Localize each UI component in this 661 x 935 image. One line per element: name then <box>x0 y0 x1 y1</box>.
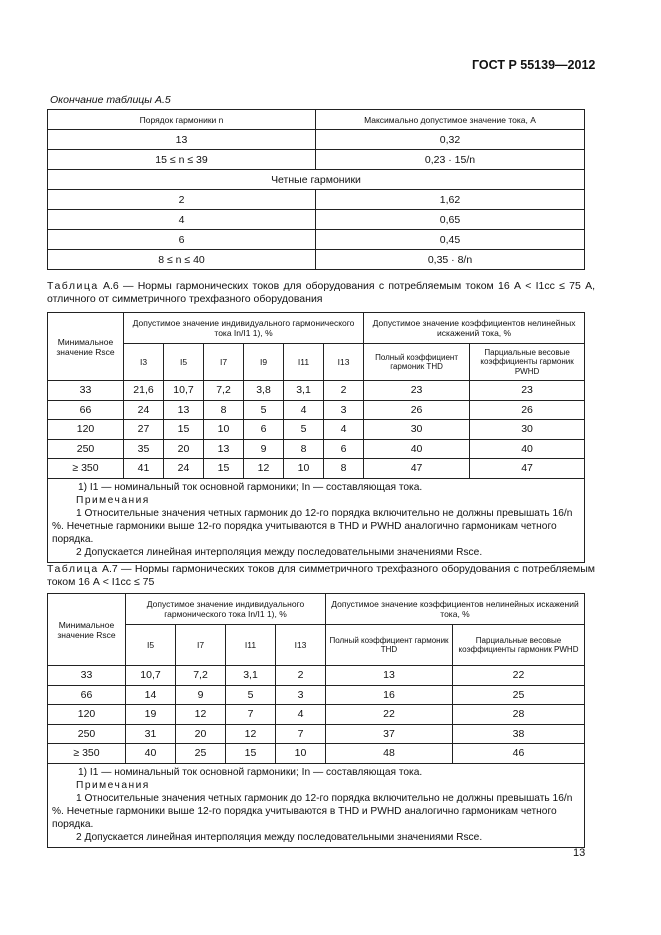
even-harmonics-title: Четные гармоники <box>48 170 585 190</box>
table-cell: 13 <box>326 666 453 686</box>
table-cell: 7 <box>276 724 326 744</box>
table-cell: 48 <box>326 744 453 764</box>
table-row <box>48 666 585 686</box>
cell-order: 8 ≤ n ≤ 40 <box>48 250 316 270</box>
col-pwhd: Парциальные весовые коэффициенты гармоник PWHD <box>453 625 585 666</box>
table-cell: 3 <box>324 400 364 420</box>
table-cell: 19 <box>126 705 176 725</box>
table-cell: 2 <box>276 666 326 686</box>
col-max-current: Максимально допустимое значение тока, А <box>316 110 585 130</box>
col-min-rsce: Минимальное значение Rsce <box>48 313 124 381</box>
col-harmonic-order: Порядок гармоники n <box>48 110 316 130</box>
table-cell: 22 <box>326 705 453 725</box>
table-a5 <box>47 109 585 270</box>
table-row <box>48 400 585 420</box>
col-harmonic: I9 <box>244 344 284 381</box>
table-row <box>48 420 585 440</box>
table-cell: 5 <box>244 400 284 420</box>
cell-order: 2 <box>48 190 316 210</box>
cell-min-rsce: 250 <box>48 724 126 744</box>
table-cell: 46 <box>453 744 585 764</box>
table-cell: 13 <box>204 439 244 459</box>
table-row <box>48 685 585 705</box>
table-a7-header-1 <box>48 594 585 625</box>
table-cell: 40 <box>126 744 176 764</box>
cell-min-rsce: 120 <box>48 420 124 440</box>
table-row <box>48 439 585 459</box>
table-a7-caption <box>47 563 595 588</box>
table-row <box>48 130 585 150</box>
table-a5-header <box>48 110 585 130</box>
table-cell: 35 <box>124 439 164 459</box>
footnote: 1) I1 — номинальный ток основной гармоники; In — составляющая тока. <box>78 766 423 778</box>
table-cell: 9 <box>244 439 284 459</box>
table-cell: 9 <box>176 685 226 705</box>
cell-value: 0,23 · 15/n <box>316 150 585 170</box>
table-cell: 47 <box>364 459 470 479</box>
table-a7-notes <box>48 763 585 847</box>
table-cell: 28 <box>453 705 585 725</box>
table-row <box>48 744 585 764</box>
col-harmonic: I7 <box>204 344 244 381</box>
table-cell: 26 <box>470 400 585 420</box>
table-cell: 37 <box>326 724 453 744</box>
table-cell: 23 <box>470 381 585 401</box>
table-cell: 40 <box>470 439 585 459</box>
table-cell: 27 <box>124 420 164 440</box>
col-harmonic: I5 <box>164 344 204 381</box>
table-cell: 4 <box>276 705 326 725</box>
table-a6-body <box>48 381 585 479</box>
table-a7-caption-text: А.7 — Нормы гармонических токов для симметричного трехфазного оборудования с потребляемым током 16 А < I1cc ≤ 75 <box>47 563 595 588</box>
cell-min-rsce: 33 <box>48 381 124 401</box>
col-thd: Полный коэффициент гармоник THD <box>364 344 470 381</box>
cell-order: 13 <box>48 130 316 150</box>
table-cell: 7,2 <box>176 666 226 686</box>
cell-min-rsce: ≥ 350 <box>48 744 126 764</box>
table-cell: 20 <box>176 724 226 744</box>
table-a7-body <box>48 666 585 764</box>
table-a6 <box>47 312 585 563</box>
table-a7-header-2 <box>48 625 585 666</box>
table-cell: 30 <box>364 420 470 440</box>
notes-title: Примечания <box>76 779 150 791</box>
table-row <box>48 150 585 170</box>
table-cell: 5 <box>284 420 324 440</box>
table-cell: 7,2 <box>204 381 244 401</box>
table-cell: 12 <box>226 724 276 744</box>
cell-order: 15 ≤ n ≤ 39 <box>48 150 316 170</box>
table-cell: 14 <box>126 685 176 705</box>
table-cell: 4 <box>324 420 364 440</box>
table-cell: 16 <box>326 685 453 705</box>
table-cell: 40 <box>364 439 470 459</box>
table-cell: 2 <box>324 381 364 401</box>
table-cell: 15 <box>204 459 244 479</box>
table-cell: 10 <box>276 744 326 764</box>
cell-value: 0,65 <box>316 210 585 230</box>
note-2: 2 Допускается линейная интерполяция между последовательными значениями Rsce. <box>76 546 483 558</box>
table-cell: 10 <box>284 459 324 479</box>
table-cell: 6 <box>244 420 284 440</box>
table-cell: 5 <box>226 685 276 705</box>
notes-title: Примечания <box>76 494 150 506</box>
page-number: 13 <box>573 847 586 859</box>
table-cell: 6 <box>324 439 364 459</box>
table-cell: 3 <box>276 685 326 705</box>
table-cell: 38 <box>453 724 585 744</box>
table-cell: 3,1 <box>284 381 324 401</box>
cell-value: 0,35 · 8/n <box>316 250 585 270</box>
cell-min-rsce: 120 <box>48 705 126 725</box>
table-cell: 22 <box>453 666 585 686</box>
table-a6-label: Таблица <box>47 280 99 292</box>
table-cell: 7 <box>226 705 276 725</box>
cell-order: 4 <box>48 210 316 230</box>
table-a5-continuation-caption: Окончание таблицы А.5 <box>50 94 171 106</box>
table-a7 <box>47 593 585 848</box>
table-cell: 26 <box>364 400 470 420</box>
table-cell: 20 <box>164 439 204 459</box>
table-row <box>48 705 585 725</box>
cell-min-rsce: 66 <box>48 400 124 420</box>
table-a6-header-2 <box>48 344 585 381</box>
note-2: 2 Допускается линейная интерполяция между последовательными значениями Rsce. <box>76 831 483 843</box>
notes-cell <box>48 478 585 562</box>
col-harmonic: I11 <box>284 344 324 381</box>
group-distortion-coefficients: Допустимое значение коэффициентов нелинейных искажений тока, % <box>364 313 585 344</box>
table-cell: 25 <box>176 744 226 764</box>
table-cell: 10 <box>204 420 244 440</box>
col-pwhd: Парциальные весовые коэффициенты гармоник PWHD <box>470 344 585 381</box>
table-cell: 47 <box>470 459 585 479</box>
table-a6-header-1 <box>48 313 585 344</box>
col-harmonic: I3 <box>124 344 164 381</box>
note-1: 1 Относительные значения четных гармоник до 12-го порядка включительно не должны превышать 16/n %. Нечетные гармоники выше 12-го порядка учитываются в THD и PWHD аналогично гармоникам четного порядка. <box>52 792 573 830</box>
group-individual-current: Допустимое значение индивидуального гармонического тока In/I1 1), % <box>126 594 326 625</box>
table-row <box>48 250 585 270</box>
table-row <box>48 190 585 210</box>
table-cell: 21,6 <box>124 381 164 401</box>
table-cell: 41 <box>124 459 164 479</box>
table-row <box>48 724 585 744</box>
col-harmonic: I13 <box>324 344 364 381</box>
notes-cell <box>48 763 585 847</box>
group-individual-current: Допустимое значение индивидуального гармонического тока In/I1 1), % <box>124 313 364 344</box>
table-cell: 31 <box>126 724 176 744</box>
table-cell: 3,1 <box>226 666 276 686</box>
table-cell: 8 <box>324 459 364 479</box>
document-number: ГОСТ Р 55139—2012 <box>472 58 596 72</box>
note-1: 1 Относительные значения четных гармоник до 12-го порядка включительно не должны превышать 16/n %. Нечетные гармоники выше 12-го порядка учитываются в THD и PWHD аналогично гармоникам четного порядка. <box>52 507 573 545</box>
group-distortion-coefficients: Допустимое значение коэффициентов нелинейных искажений тока, % <box>326 594 585 625</box>
even-harmonics-row <box>48 170 585 190</box>
table-cell: 15 <box>226 744 276 764</box>
table-cell: 25 <box>453 685 585 705</box>
table-row <box>48 230 585 250</box>
cell-order: 6 <box>48 230 316 250</box>
table-row <box>48 210 585 230</box>
cell-value: 0,32 <box>316 130 585 150</box>
cell-value: 0,45 <box>316 230 585 250</box>
cell-min-rsce: 250 <box>48 439 124 459</box>
col-harmonic: I11 <box>226 625 276 666</box>
col-harmonic: I5 <box>126 625 176 666</box>
col-harmonic: I13 <box>276 625 326 666</box>
table-cell: 8 <box>284 439 324 459</box>
table-row <box>48 381 585 401</box>
table-a6-caption <box>47 280 595 305</box>
table-cell: 4 <box>284 400 324 420</box>
cell-min-rsce: 66 <box>48 685 126 705</box>
table-cell: 15 <box>164 420 204 440</box>
table-a6-caption-text: А.6 — Нормы гармонических токов для оборудования с потребляемым током 16 А < I1cc ≤ 75 А, отличного от симметричного трехфазного оборудования <box>47 280 596 305</box>
cell-min-rsce: ≥ 350 <box>48 459 124 479</box>
table-cell: 3,8 <box>244 381 284 401</box>
table-cell: 24 <box>124 400 164 420</box>
table-a6-notes <box>48 478 585 562</box>
table-cell: 23 <box>364 381 470 401</box>
col-thd: Полный коэффициент гармоник THD <box>326 625 453 666</box>
col-harmonic: I7 <box>176 625 226 666</box>
table-row <box>48 459 585 479</box>
col-min-rsce: Минимальное значение Rsce <box>48 594 126 666</box>
cell-value: 1,62 <box>316 190 585 210</box>
table-cell: 13 <box>164 400 204 420</box>
table-a7-label: Таблица <box>47 563 99 575</box>
table-cell: 10,7 <box>164 381 204 401</box>
table-cell: 12 <box>176 705 226 725</box>
footnote: 1) I1 — номинальный ток основной гармоники; In — составляющая тока. <box>78 481 423 493</box>
table-cell: 10,7 <box>126 666 176 686</box>
table-cell: 30 <box>470 420 585 440</box>
table-cell: 24 <box>164 459 204 479</box>
table-cell: 12 <box>244 459 284 479</box>
table-cell: 8 <box>204 400 244 420</box>
cell-min-rsce: 33 <box>48 666 126 686</box>
